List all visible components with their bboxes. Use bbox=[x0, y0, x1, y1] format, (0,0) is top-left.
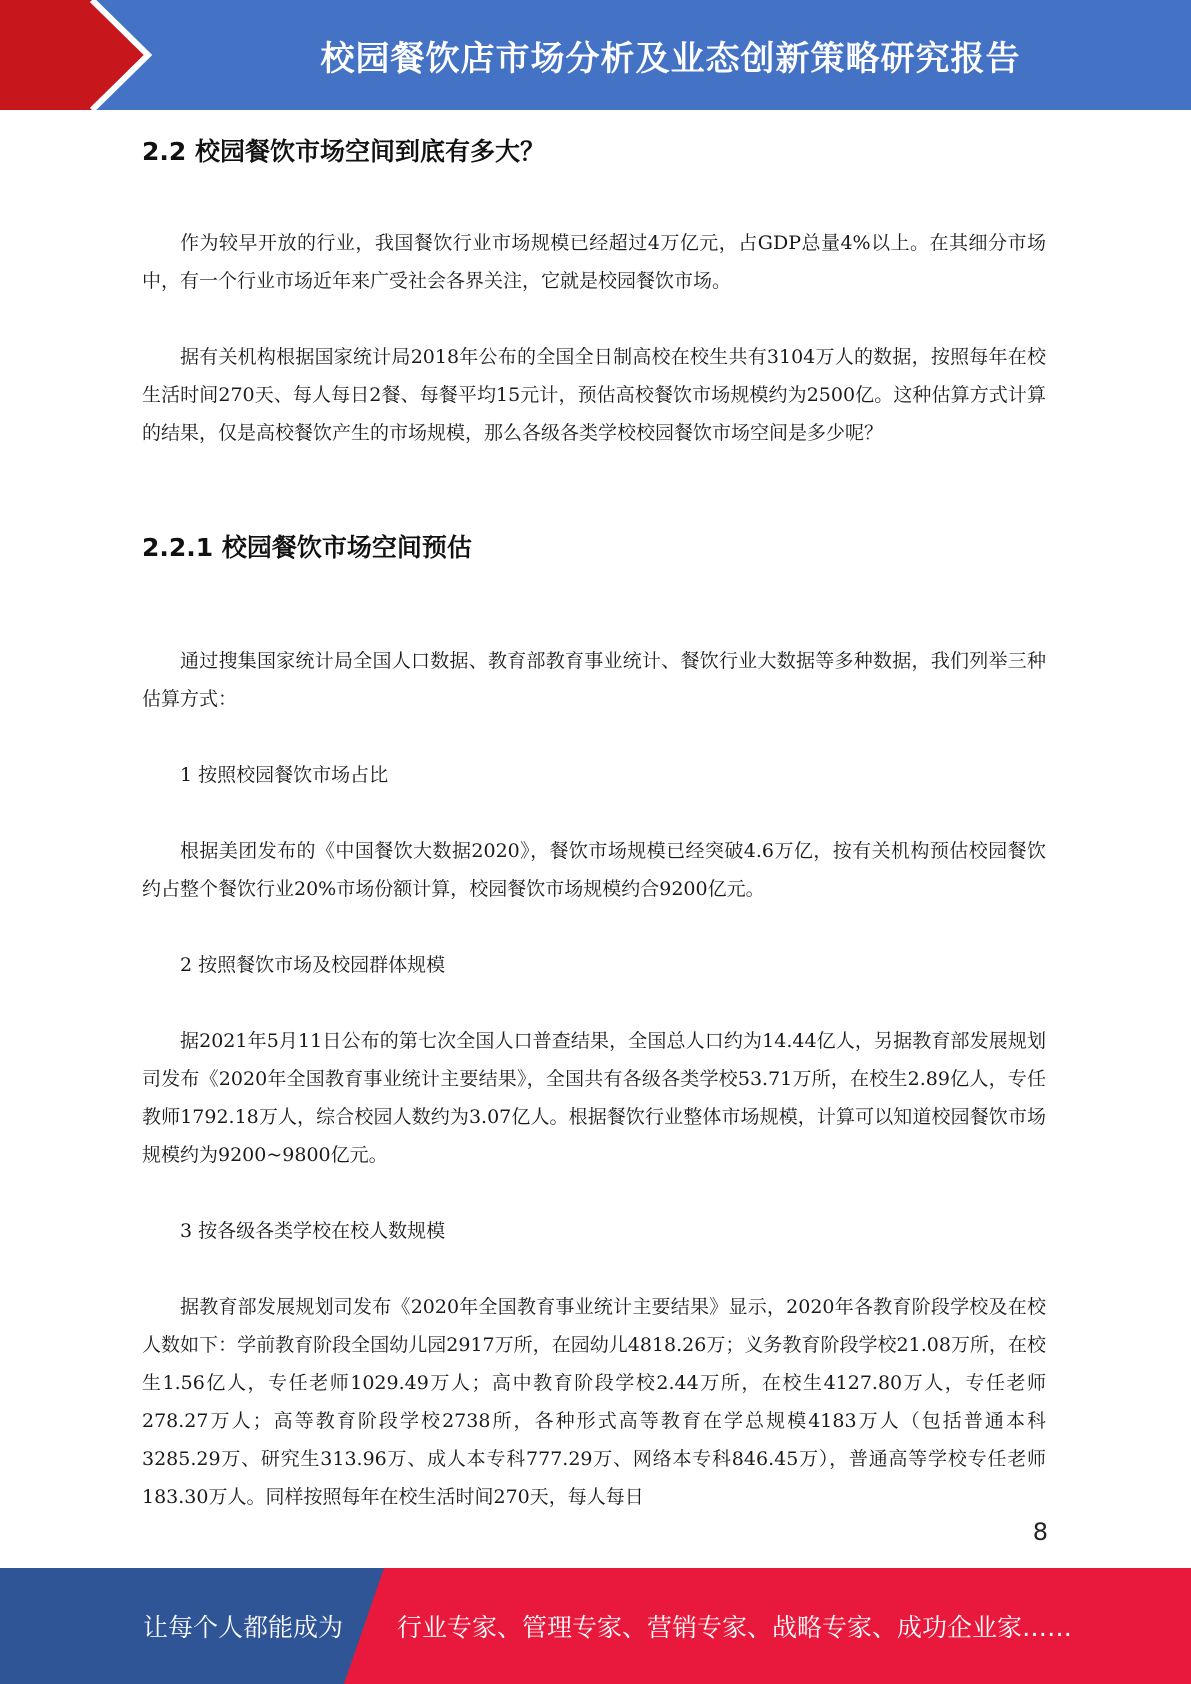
method-1-title: 1 按照校园餐饮市场占比 bbox=[180, 764, 389, 786]
footer-slogan-right: 行业专家、管理专家、营销专家、战略专家、成功企业家…… bbox=[397, 1613, 1073, 1642]
header-banner bbox=[0, 0, 1191, 110]
footer-banner bbox=[0, 1568, 1191, 1684]
method-3-text: 据教育部发展规划司发布《2020年全国教育事业统计主要结果》显示，2020年各教育阶段学校及在校人数如下：学前教育阶段全国幼儿园2917万所，在园幼儿4818.26万；义务教育阶段学校21.08万所，在校生1.56亿人，专任老师1029.49万人；高中教育阶段学校2.44万所，在校生4127.80万人，专任老师278.27万人；高等教育阶段学校2738所，各种形式高等教育在学总规模4183万人（包括普通本科3285.29万、研究生313.96万、成人本专科777.29万、网络本专科846.45万），普通高等学校专任老师183.30万人。同样按照每年在校生活时间270天，每人每日 bbox=[142, 1296, 1046, 1508]
section-heading-2-2-1: 2.2.1 校园餐饮市场空间预估 bbox=[142, 533, 472, 562]
page-number: 8 bbox=[1032, 1518, 1048, 1546]
header-title: 校园餐饮店市场分析及业态创新策略研究报告 bbox=[320, 38, 1021, 79]
method-1-text: 根据美团发布的《中国餐饮大数据2020》，餐饮市场规模已经突破4.6万亿，按有关机构预估校园餐饮约占整个餐饮行业20%市场份额计算，校园餐饮市场规模约合9200亿元。 bbox=[142, 840, 1046, 900]
paragraph-university-estimate: 据有关机构根据国家统计局2018年公布的全国全日制高校在校生共有3104万人的数据，按照每年在校生活时间270天、每人每日2餐、每餐平均15元计，预估高校餐饮市场规模约为2500亿。这种估算方式计算的结果，仅是高校餐饮产生的市场规模，那么各级各类学校校园餐饮市场空间是多少呢？ bbox=[142, 346, 1046, 444]
method-2-title: 2 按照餐饮市场及校园群体规模 bbox=[180, 954, 446, 976]
section-heading-2-2: 2.2 校园餐饮市场空间到底有多大？ bbox=[142, 137, 545, 166]
paragraph-intro: 作为较早开放的行业，我国餐饮行业市场规模已经超过4万亿元，占GDP总量4%以上。在其细分市场中，有一个行业市场近年来广受社会各界关注，它就是校园餐饮市场。 bbox=[142, 232, 1046, 292]
footer-slogan-left: 让每个人都能成为 bbox=[143, 1613, 344, 1642]
paragraph-methods-intro: 通过搜集国家统计局全国人口数据、教育部教育事业统计、餐饮行业大数据等多种数据，我们列举三种估算方式： bbox=[142, 650, 1046, 710]
method-2-text: 据2021年5月11日公布的第七次全国人口普查结果，全国总人口约为14.44亿人，另据教育部发展规划司发布《2020年全国教育事业统计主要结果》，全国共有各级各类学校53.71万所，在校生2.89亿人，专任教师1792.18万人，综合校园人数约为3.07亿人。根据餐饮行业整体市场规模，计算可以知道校园餐饮市场规模约为9200~9800亿元。 bbox=[142, 1030, 1046, 1166]
method-3-title: 3 按各级各类学校在校人数规模 bbox=[180, 1220, 446, 1242]
